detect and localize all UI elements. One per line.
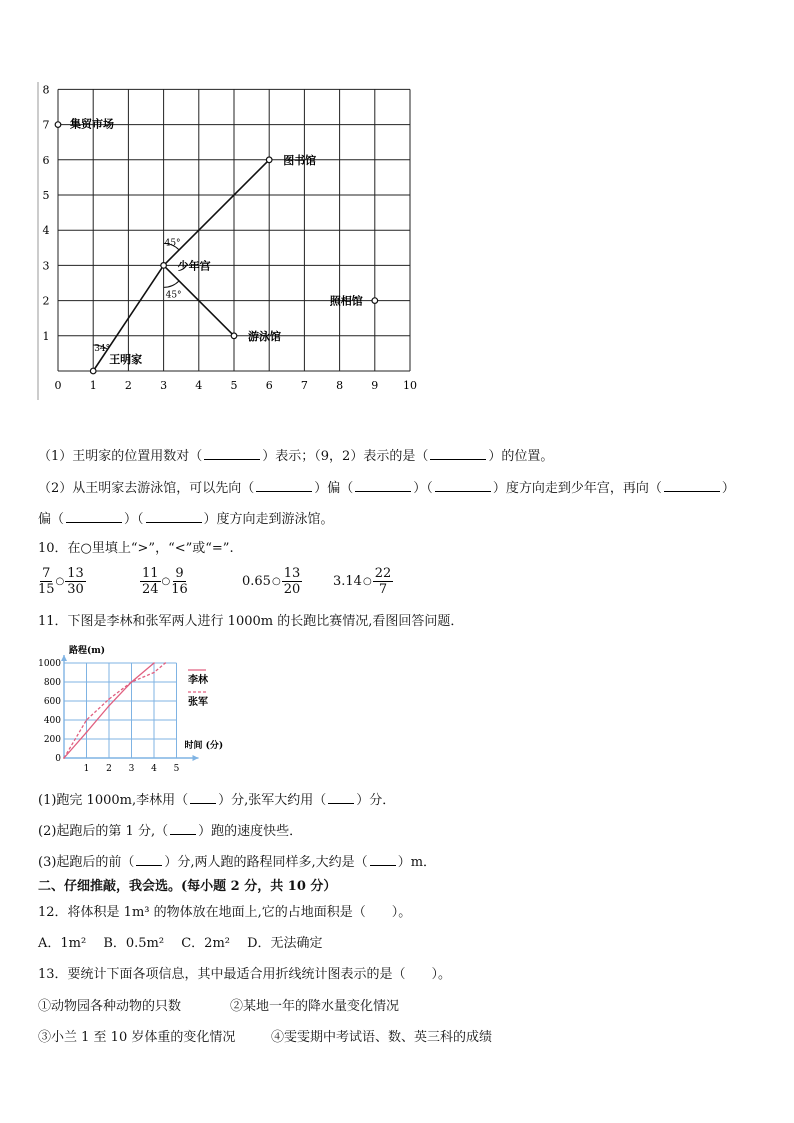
decimal: 3.14 (333, 574, 362, 589)
q11-text: ）m． (397, 855, 437, 870)
q11-part3 (38, 852, 436, 872)
compare-item-3 (242, 566, 302, 597)
compare-circle[interactable]: ○ (362, 576, 372, 587)
x-axis-arrow (193, 755, 199, 761)
answer-blank[interactable] (190, 790, 216, 804)
series-point (63, 757, 65, 759)
y-axis-title: 路程(m) (69, 646, 106, 656)
x-tick-label: 2 (106, 764, 112, 774)
y-tick-label: 8 (42, 83, 50, 97)
x-axis-title: 时间 (分) (184, 741, 224, 751)
q10-title: 10．在○里填上“>”，“<”或“=”. (38, 541, 234, 556)
location-label: 游泳馆 (248, 329, 281, 343)
location-label: 照相馆 (329, 294, 363, 308)
x-tick-label: 8 (336, 379, 344, 392)
angle-label: 34° (94, 344, 111, 354)
series-line-2 (64, 663, 165, 758)
x-tick-label: 4 (151, 764, 157, 774)
x-tick-label: 5 (173, 764, 180, 774)
location-point (90, 368, 96, 374)
compare-circle[interactable]: ○ (55, 576, 65, 587)
series-point (86, 719, 88, 721)
q9-text: ）表示；（9，2）表示的是（ (262, 449, 429, 464)
x-tick-label: 10 (403, 379, 417, 392)
answer-blank[interactable] (66, 509, 122, 523)
location-point (161, 263, 167, 269)
x-tick-label: 3 (160, 379, 168, 392)
answer-blank[interactable] (664, 478, 720, 492)
y-tick-label: 1 (42, 329, 50, 343)
y-tick-label: 2 (42, 294, 50, 308)
fraction: $\frac{7}{15}$ (38, 566, 55, 597)
series-point (108, 698, 110, 700)
q9-part2-cont (38, 509, 334, 529)
location-label: 集贸市场 (70, 117, 114, 131)
location-point (266, 157, 272, 163)
fraction: $\frac{9}{16}$ (171, 566, 188, 597)
y-tick-label: 400 (43, 716, 61, 726)
q9-text: ）（ (124, 512, 144, 527)
x-tick-label: 2 (124, 379, 132, 392)
section-heading: 二、仔细推敲，我会选。(每小题 2 分，共 10 分） (38, 879, 337, 894)
compare-item-2 (140, 566, 188, 597)
q13-option-2[interactable]: ②某地一年的降水量变化情况 (230, 999, 400, 1014)
decimal: 0.65 (242, 574, 271, 589)
location-point (372, 298, 378, 304)
compare-item-4 (333, 566, 393, 597)
series-point (164, 662, 166, 664)
y-tick-label: 200 (43, 735, 61, 745)
answer-blank[interactable] (146, 509, 202, 523)
answer-blank[interactable] (170, 821, 196, 835)
x-tick-label: 1 (83, 764, 90, 774)
series-point (153, 662, 155, 664)
q11-text: ）跑的速度快些． (198, 824, 303, 839)
coordinate-grid-figure (30, 78, 430, 403)
answer-blank[interactable] (136, 852, 162, 866)
series-point (108, 705, 110, 707)
y-tick-label: 4 (42, 224, 50, 238)
answer-blank[interactable] (370, 852, 396, 866)
location-label: 图书馆 (283, 153, 317, 167)
q13-option-1[interactable]: ①动物园各种动物的只数 (38, 999, 182, 1014)
series-point (153, 672, 155, 674)
y-axis-arrow (61, 655, 67, 661)
series-point (131, 681, 133, 683)
q9-text: ）度方向走到少年宫，再向（ (492, 481, 662, 496)
q11-text: ）分,两人跑的路程同样多,大约是（ (164, 855, 368, 870)
q11-text: (2)起跑后的第 1 分,（ (38, 824, 169, 839)
q9-text: ）的位置。 (488, 449, 554, 464)
q9-text: 偏（ (38, 512, 65, 527)
x-tick-label: 9 (371, 379, 379, 392)
y-tick-label: 5 (42, 189, 50, 202)
q11-text: ）分,张军大约用（ (218, 793, 327, 808)
location-point (231, 333, 237, 339)
fraction: $\frac{13}{30}$ (67, 566, 84, 597)
q9-part2 (38, 478, 735, 498)
y-tick-label: 800 (43, 678, 61, 688)
legend-label: 张军 (188, 697, 208, 708)
compare-circle[interactable]: ○ (161, 576, 171, 587)
location-label: 王明家 (109, 353, 143, 366)
q9-part1 (38, 446, 553, 466)
location-point (55, 122, 61, 128)
q9-text: ）度方向走到游泳馆。 (203, 512, 334, 527)
y-tick-label: 600 (43, 697, 61, 707)
angle-label: 45° (165, 290, 182, 301)
fraction: $\frac{13}{20}$ (283, 566, 301, 597)
q9-text: ）偏（ (314, 481, 354, 496)
q9-text: ）（ (413, 481, 433, 496)
q11-title: 11．下图是李林和张军两人进行 1000m 的长跑比赛情况,看图回答问题． (38, 614, 464, 629)
q12-options[interactable]: A．1m² B．0.5m² C．2m² D．无法确定 (38, 936, 323, 951)
fraction: $\frac{11}{24}$ (142, 566, 159, 597)
answer-blank[interactable] (256, 478, 312, 492)
angle-arc (164, 281, 180, 288)
y-tick-label: 7 (42, 118, 50, 132)
compare-circle[interactable]: ○ (271, 576, 281, 587)
series-point (86, 732, 88, 734)
location-label: 少年宫 (177, 259, 211, 273)
running-race-line-chart (30, 643, 230, 776)
x-tick-label: 7 (300, 379, 308, 392)
angle-label: 45° (164, 238, 181, 249)
x-tick-label: 6 (265, 379, 273, 392)
q9-text: （2）从王明家去游泳馆，可以先向（ (38, 481, 255, 496)
answer-blank[interactable] (435, 478, 491, 492)
q9-text: ） (721, 481, 735, 496)
y-tick-label: 3 (42, 259, 50, 273)
q11-part2 (38, 821, 302, 841)
y-tick-label: 6 (42, 153, 50, 167)
legend-label: 李林 (188, 675, 208, 686)
answer-blank[interactable] (204, 446, 260, 460)
q13-option-3[interactable]: ③小兰 1 至 10 岁体重的变化情况 (38, 1030, 236, 1045)
q11-text: ）分． (356, 793, 396, 808)
q13-title: 13．要统计下面各项信息，其中最适合用折线统计图表示的是（ ）。 (38, 967, 452, 982)
q12-title: 12．将体积是 1m³ 的物体放在地面上,它的占地面积是（ ）。 (38, 905, 412, 920)
answer-blank[interactable] (355, 478, 411, 492)
x-tick-label: 0 (54, 379, 62, 392)
x-tick-label: 3 (128, 764, 135, 774)
x-tick-label: 5 (230, 379, 238, 392)
compare-item-1 (38, 566, 86, 597)
q11-text: (1)跑完 1000m,李林用（ (38, 793, 189, 808)
q13-option-4[interactable]: ④雯雯期中考试语、数、英三科的成绩 (271, 1030, 493, 1045)
q11-text: (3)起跑后的前（ (38, 855, 135, 870)
answer-blank[interactable] (328, 790, 354, 804)
x-tick-label: 1 (89, 379, 97, 392)
fraction: $\frac{22}{7}$ (374, 566, 392, 597)
q9-text: （1）王明家的位置用数对（ (38, 449, 203, 464)
y-tick-label: 0 (55, 754, 61, 764)
answer-blank[interactable] (430, 446, 486, 460)
y-tick-label: 1000 (38, 659, 61, 669)
q11-part1 (38, 790, 395, 810)
x-tick-label: 4 (195, 379, 203, 392)
